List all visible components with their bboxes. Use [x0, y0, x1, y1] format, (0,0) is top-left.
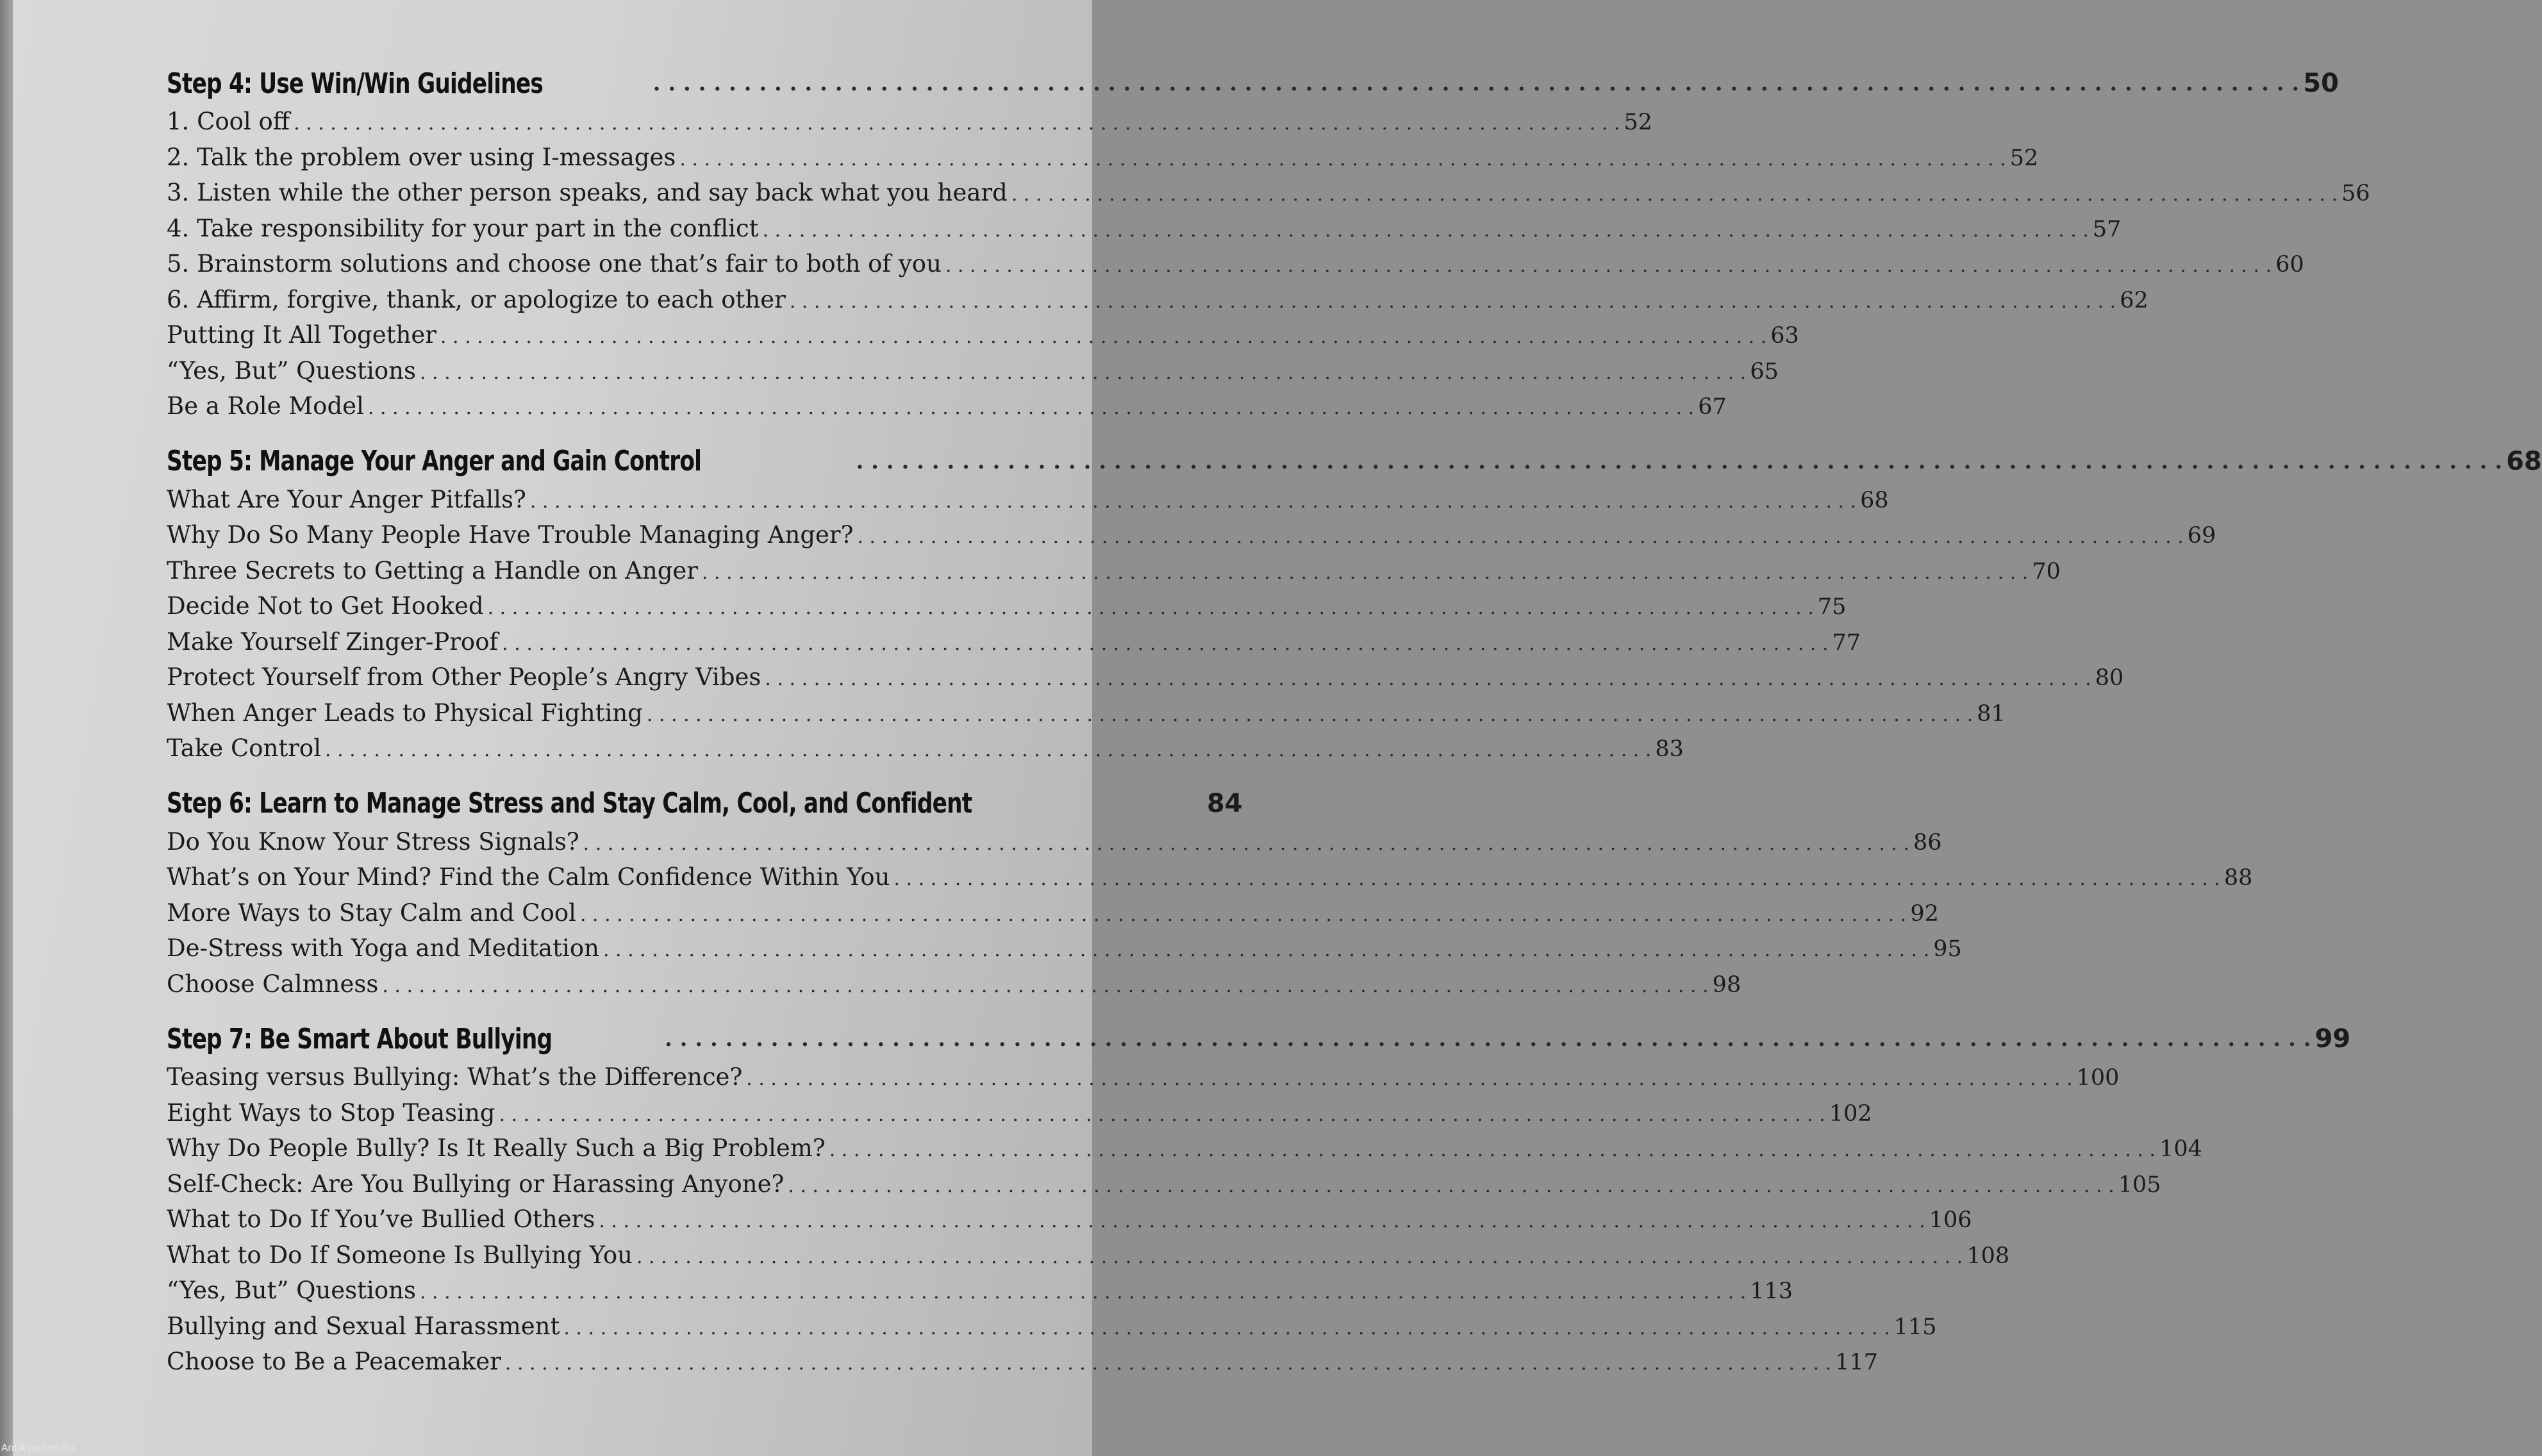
dot-leader [790, 290, 2116, 313]
step-heading [167, 59, 2339, 108]
toc-entry-title: Self-Check: Are You Bullying or Harassing Anyone? [167, 1170, 785, 1198]
toc-entry-title: Do You Know Your Stress Signals? [167, 827, 579, 856]
dot-leader [563, 1317, 1890, 1339]
toc-entry [167, 1170, 2161, 1206]
toc-entry-page-number: 67 [1698, 394, 1727, 420]
toc-entry-page-number: 80 [2095, 665, 2124, 691]
toc-entry-page-number: 65 [1750, 358, 1779, 385]
dot-leader [763, 219, 2089, 242]
step-heading-title: Step 5: Manage Your Anger and Gain Control [167, 445, 702, 477]
toc-entry [167, 214, 2122, 251]
toc-entry-title: Why Do People Bully? Is It Really Such a Big Problem? [167, 1134, 826, 1162]
dot-leader [502, 633, 1828, 655]
toc-entry [167, 934, 1962, 970]
toc-entry [167, 108, 1652, 144]
toc-entry [167, 1312, 1937, 1348]
toc-entry-title: 2. Talk the problem over using I-messages [167, 143, 676, 171]
toc-entry-title: What to Do If You’ve Bullied Others [167, 1205, 595, 1233]
dot-leader [856, 449, 2502, 474]
toc-entry [167, 1063, 2120, 1099]
toc-entry [167, 627, 1861, 664]
toc-entry-page-number: 88 [2223, 865, 2253, 891]
toc-entry-page-number: 75 [1817, 594, 1847, 620]
toc-entry-title: What’s on Your Mind? Find the Calm Confidence Within You [167, 863, 890, 891]
toc-entry-title: Three Secrets to Getting a Handle on Anger [167, 556, 698, 584]
toc-entry-page-number: 57 [2092, 216, 2122, 242]
step-heading-page-number: 84 [1206, 788, 1243, 818]
step-heading-title: Step 4: Use Win/Win Guidelines [167, 67, 544, 100]
toc-entry-title: Choose to Be a Peacemaker [167, 1348, 501, 1375]
toc-section [167, 437, 2542, 770]
dot-leader [665, 1026, 2311, 1052]
toc-section [167, 1014, 2351, 1384]
toc-entry-title: Eight Ways to Stop Teasing [167, 1098, 495, 1127]
toc-entry-title: Choose Calmness [167, 970, 379, 998]
toc-entry-page-number: 98 [1712, 972, 1741, 998]
dot-leader [636, 1246, 1963, 1268]
step-heading-title: Step 7: Be Smart About Bullying [167, 1022, 552, 1055]
dot-leader [382, 975, 1708, 997]
toc-entry [167, 1348, 1879, 1384]
dot-leader [945, 254, 2272, 277]
toc-entry-page-number: 52 [1624, 110, 1652, 135]
step-heading [167, 779, 1243, 828]
toc-entry-page-number: 108 [1966, 1243, 2010, 1269]
toc-entry-page-number: 69 [2187, 523, 2216, 549]
toc-entry-page-number: 95 [1933, 936, 1962, 962]
toc-entry [167, 970, 1741, 1006]
toc-entry [167, 898, 1939, 935]
toc-entry-title: 5. Brainstorm solutions and choose one that’s fair to both of you [167, 250, 942, 277]
toc-entry-page-number: 92 [1910, 900, 1939, 927]
toc-entry-page-number: 62 [2120, 287, 2148, 313]
toc-entry [167, 1134, 2202, 1170]
toc-entry-page-number: 56 [2341, 181, 2370, 206]
toc-entry-title: Putting It All Together [167, 321, 436, 349]
toc-entry [167, 1205, 1972, 1241]
toc-entry-title: 6. Affirm, forgive, thank, or apologize to each other [167, 285, 786, 313]
dot-leader [368, 397, 1694, 419]
toc-entry [167, 392, 1727, 428]
dot-leader [857, 525, 2183, 548]
dot-leader [829, 1139, 2156, 1161]
toc-entry [167, 556, 2061, 593]
toc-entry [167, 863, 2253, 899]
toc-entry-title: “Yes, But” Questions [167, 1277, 416, 1304]
toc-section [167, 779, 2253, 1006]
table-of-contents [167, 59, 2542, 1393]
toc-entry-title: De-Stress with Yoga and Meditation [167, 934, 599, 962]
toc-entry [167, 827, 1942, 864]
toc-entry-page-number: 83 [1655, 736, 1684, 762]
toc-entry [167, 1241, 2010, 1277]
watermark: Antikvarium.hu [1, 1442, 75, 1453]
toc-entry-title: Bullying and Sexual Harassment [167, 1312, 560, 1340]
toc-entry-title: More Ways to Stay Calm and Cool [167, 898, 576, 927]
toc-entry [167, 356, 1779, 393]
toc-entry-title: Protect Yourself from Other People’s Angry Vibes [167, 663, 761, 691]
step-heading-page-number: 99 [2314, 1024, 2351, 1054]
toc-entry-title: 1. Cool off [167, 108, 290, 135]
toc-entry-page-number: 104 [2159, 1136, 2202, 1162]
toc-entry [167, 734, 1684, 770]
dot-leader [702, 561, 2028, 584]
step-heading [167, 1014, 2351, 1063]
step-heading-page-number: 50 [2303, 69, 2339, 98]
dot-leader [580, 904, 1906, 926]
toc-entry-title: Why Do So Many People Have Trouble Managing Anger? [167, 521, 854, 549]
toc-entry-title: Make Yourself Zinger-Proof [167, 627, 499, 656]
toc-entry-title: Decide Not to Get Hooked [167, 592, 484, 620]
dot-leader [440, 326, 1766, 348]
page-edge [0, 0, 13, 1456]
toc-entry-title: When Anger Leads to Physical Fighting [167, 699, 643, 727]
toc-entry-page-number: 102 [1829, 1100, 1872, 1127]
dot-leader [583, 832, 1909, 855]
toc-entry-title: Be a Role Model [167, 392, 364, 420]
toc-entry-title: What to Do If Someone Is Bullying You [167, 1241, 633, 1269]
book-page [13, 0, 2542, 1456]
dot-leader [499, 1104, 1825, 1126]
dot-leader [505, 1352, 1831, 1375]
dot-leader [420, 1281, 1746, 1303]
toc-entry-page-number: 52 [2009, 145, 2039, 171]
dot-leader [603, 939, 1929, 961]
toc-entry-title: 4. Take responsibility for your part in the conflict [167, 214, 759, 242]
toc-entry-page-number: 115 [1893, 1314, 1937, 1340]
toc-entry-page-number: 113 [1750, 1278, 1793, 1304]
dot-leader [599, 1210, 1925, 1232]
toc-entry-page-number: 70 [2032, 558, 2061, 584]
dot-leader [530, 490, 1856, 513]
toc-entry [167, 1277, 1793, 1312]
toc-entry [167, 285, 2148, 322]
toc-entry [167, 250, 2304, 286]
dot-leader [488, 597, 1814, 619]
toc-entry-page-number: 63 [1770, 323, 1799, 349]
toc-entry-page-number: 81 [1977, 700, 2006, 727]
toc-entry-title: Teasing versus Bullying: What’s the Difference? [167, 1063, 743, 1091]
toc-entry-page-number: 77 [1832, 629, 1861, 656]
step-heading-page-number: 68 [2506, 446, 2542, 476]
dot-leader [746, 1068, 2072, 1090]
dot-leader [294, 112, 1620, 135]
toc-entry-title: 3. Listen while the other person speaks, and say back what you heard [167, 179, 1008, 206]
toc-entry [167, 1098, 1872, 1135]
toc-entry [167, 592, 1847, 628]
toc-entry [167, 143, 2039, 179]
toc-section [167, 59, 2370, 428]
toc-entry-page-number: 68 [1860, 487, 1889, 513]
dot-leader [788, 1175, 2114, 1197]
toc-entry [167, 485, 1889, 522]
toc-entry-page-number: 86 [1913, 829, 1942, 856]
dot-leader [653, 70, 2300, 96]
toc-entry [167, 179, 2370, 215]
dot-leader [893, 868, 2220, 890]
toc-entry [167, 663, 2124, 699]
toc-entry-title: What Are Your Anger Pitfalls? [167, 485, 526, 513]
toc-entry-page-number: 105 [2118, 1171, 2161, 1198]
dot-leader [1011, 183, 2338, 206]
toc-entry-title: “Yes, But” Questions [167, 356, 416, 385]
toc-entry-title: Take Control [167, 734, 322, 762]
toc-entry [167, 321, 1799, 357]
toc-entry [167, 699, 2006, 735]
dot-leader [325, 739, 1651, 761]
toc-entry [167, 521, 2216, 557]
toc-entry-page-number: 117 [1835, 1350, 1879, 1375]
toc-entry-page-number: 60 [2275, 252, 2304, 277]
dot-leader [679, 148, 2006, 170]
step-heading-title: Step 6: Learn to Manage Stress and Stay Calm, Cool, and Confident [167, 787, 972, 820]
toc-entry-page-number: 100 [2076, 1065, 2120, 1091]
step-heading [167, 437, 2542, 486]
dot-leader [420, 361, 1746, 384]
toc-entry-page-number: 106 [1929, 1207, 1972, 1233]
dot-leader [647, 704, 1973, 726]
dot-leader [765, 668, 2091, 690]
